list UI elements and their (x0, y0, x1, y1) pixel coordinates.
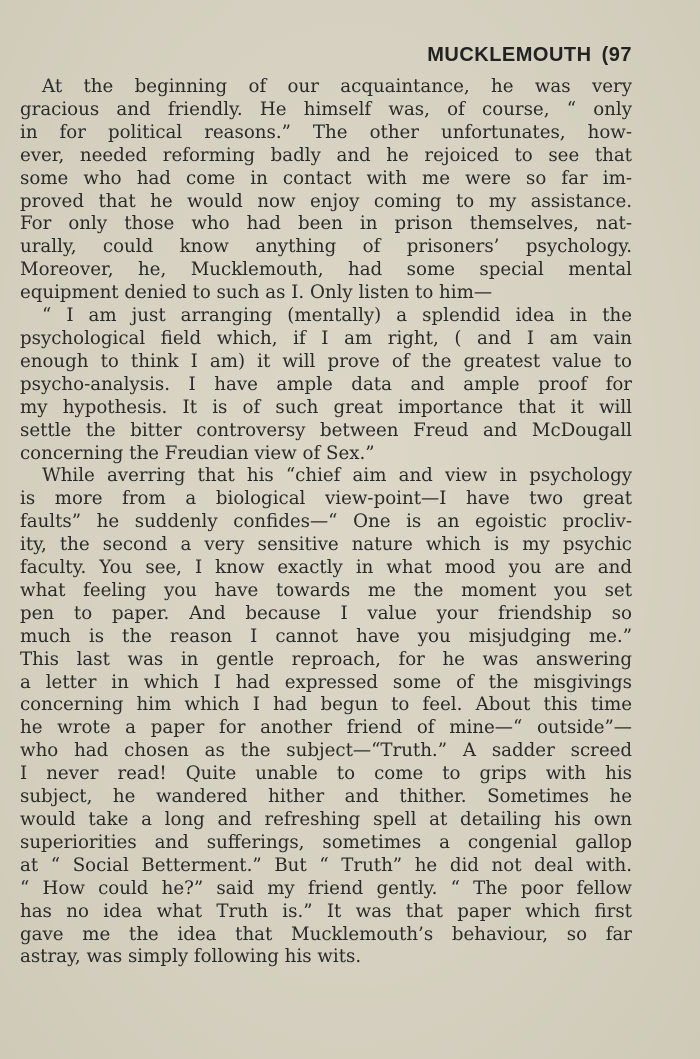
text-line: psycho-analysis. I have ample data and ample proof for (20, 373, 632, 395)
text-line: Moreover, he, Mucklemouth, had some special mental (20, 259, 632, 281)
page-number: (97 (601, 44, 632, 66)
text-line: who had chosen as the subject—“Truth.” A sadder screed (20, 740, 632, 762)
text-line: ever, needed reforming badly and he rejoiced to see that (20, 144, 632, 166)
text-line: in for political reasons.” The other unfortunates, how- (20, 121, 632, 143)
text-line: urally, could know anything of prisoners’ psychology. (20, 236, 632, 258)
text-line: astray, was simply following his wits. (20, 946, 362, 968)
text-line: my hypothesis. It is of such great importance that it will (20, 396, 632, 418)
text-line: concerning the Freudian view of Sex.” (20, 442, 375, 464)
text-line: subject, he wandered hither and thither. Sometimes he (20, 786, 632, 808)
text-line: is more from a biological view-point—I have two great (20, 488, 632, 510)
text-line: gave me the idea that Mucklemouth’s behaviour, so far (20, 923, 632, 945)
text-line: At the beginning of our acquaintance, he was very (42, 76, 632, 97)
text-line: superiorities and sufferings, sometimes a congenial gallop (20, 831, 632, 853)
text-line: has no idea what Truth is.” It was that paper which first (20, 900, 632, 922)
text-line: a letter in which I had expressed some of the misgivings (20, 671, 632, 693)
text-line: While averring that his “chief aim and view in psychology (42, 465, 632, 487)
text-line: what feeling you have towards me the moment you set (20, 579, 632, 601)
body-text (20, 76, 632, 969)
text-line: settle the bitter controversy between Freud and McDougall (20, 419, 632, 441)
running-head (20, 44, 632, 67)
text-line: “ How could he?” said my friend gently. “ The poor fellow (20, 877, 632, 899)
text-line: faults” he suddenly confides—“ One is an egoistic procliv- (20, 511, 632, 533)
text-line: psychological field which, if I am right, ( and I am vain (20, 327, 632, 349)
text-line: gracious and friendly. He himself was, of course, “ only (20, 98, 632, 120)
text-line: he wrote a paper for another friend of mine—“ outside”— (20, 717, 632, 739)
text-line: at “ Social Betterment.” But “ Truth” he did not deal with. (20, 854, 632, 876)
text-line: some who had come in contact with me were so far im- (20, 167, 632, 189)
text-line: For only those who had been in prison themselves, nat- (20, 213, 632, 235)
text-line: This last was in gentle reproach, for he was answering (20, 648, 632, 670)
text-line: enough to think I am) it will prove of the greatest value to (20, 350, 632, 372)
text-line: faculty. You see, I know exactly in what mood you are and (20, 557, 632, 579)
text-line: much is the reason I cannot have you misjudging me.” (20, 625, 632, 647)
paragraph-2 (20, 305, 632, 465)
text-line: I never read! Quite unable to come to grips with his (20, 763, 632, 785)
paragraph-1 (20, 76, 632, 305)
text-line: “ I am just arranging (mentally) a splendid idea in the (42, 305, 632, 327)
text-line: proved that he would now enjoy coming to my assistance. (20, 190, 632, 212)
text-line: would take a long and refreshing spell at detailing his own (20, 809, 632, 830)
text-line: equipment denied to such as I. Only listen to him— (20, 282, 493, 304)
text-line: ity, the second a very sensitive nature which is my psychic (20, 534, 632, 556)
text-line: concerning him which I had begun to feel. About this time (20, 694, 632, 716)
text-line: pen to paper. And because I value your friendship so (20, 602, 632, 624)
chapter-title: MUCKLEMOUTH (427, 44, 592, 66)
paragraph-3 (20, 465, 632, 969)
